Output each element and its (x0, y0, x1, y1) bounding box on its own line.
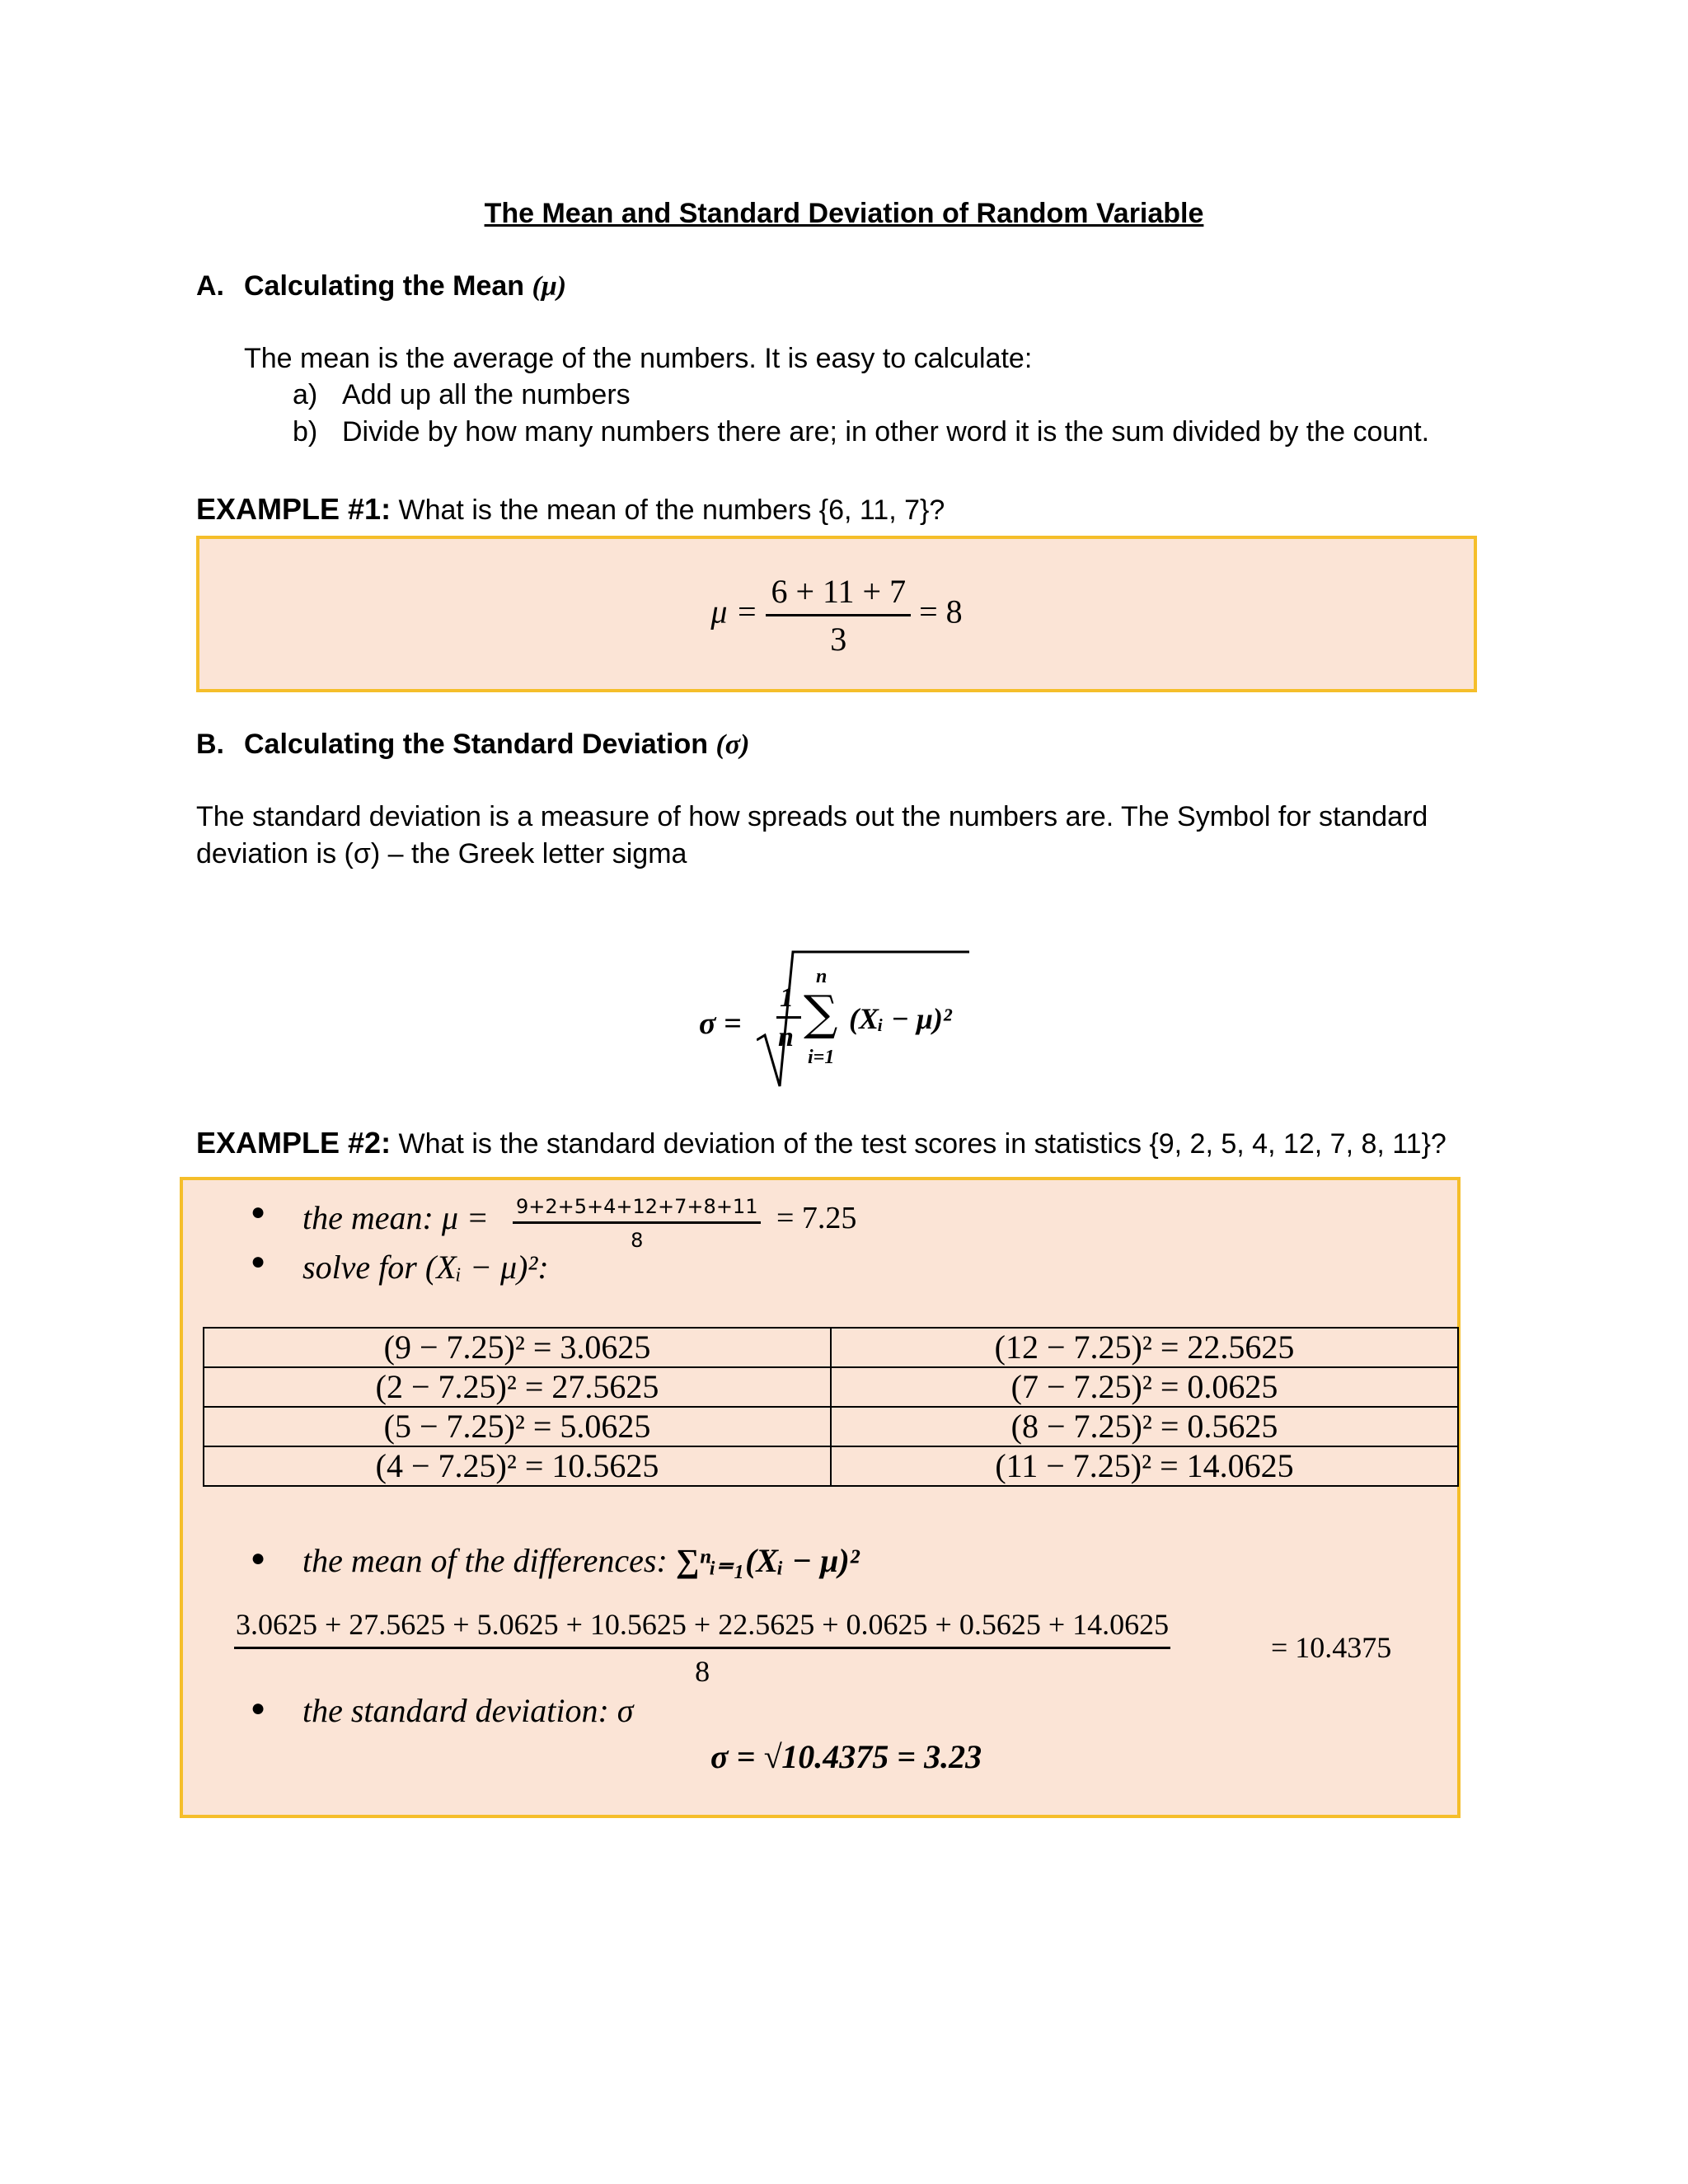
example1-heading (196, 492, 945, 527)
example1-label: EXAMPLE #1: (196, 492, 392, 526)
example1-box (196, 536, 1477, 692)
mean-numerator: 9+2+5+4+12+7+8+11 (513, 1195, 761, 1224)
section-b-heading (244, 729, 749, 761)
sd-formula-term: (Xᵢ − μ)² (849, 1002, 952, 1035)
table-cell: (9 − 7.25)² = 3.0625 (204, 1328, 831, 1367)
example2-question: What is the standard deviation of the test scores in statistics {9, 2, 5, 4, 12, 7, 8, 11}? (398, 1128, 1447, 1160)
mu-symbol: (μ) (532, 271, 567, 302)
table-cell: (2 − 7.25)² = 27.5625 (204, 1367, 831, 1407)
step-a-marker: a) (293, 379, 318, 410)
table-cell: (5 − 7.25)² = 5.0625 (204, 1407, 831, 1446)
sd-formula-one: 1 (780, 982, 794, 1013)
sigma-symbol: (σ) (715, 729, 750, 760)
section-a-heading (244, 270, 566, 302)
table-row (204, 1407, 1458, 1446)
table-row (204, 1367, 1458, 1407)
table-row (204, 1446, 1458, 1486)
example2-box (180, 1177, 1461, 1818)
bullet-dot-icon: ● (251, 1544, 266, 1572)
section-a-heading-text: Calculating the Mean (244, 270, 525, 302)
example1-formula (199, 572, 1474, 658)
sum-denominator: 8 (695, 1655, 710, 1688)
sum-upper-limit: n (816, 966, 828, 987)
sum-lower-limit: i=1 (808, 1047, 835, 1068)
bullet-dot-icon: ● (251, 1694, 266, 1722)
mean-denominator: 8 (631, 1229, 644, 1252)
sd-formula-n: n (778, 1022, 794, 1052)
differences-table (203, 1327, 1459, 1487)
sd-formula-lhs: σ = (699, 1006, 742, 1041)
sd-description-line2: deviation is (σ) – the Greek letter sigma (196, 838, 687, 869)
sd-description-line1: The standard deviation is a measure of how spreads out the numbers are. The Symbol for standard (196, 801, 1428, 832)
section-a-label: A. (196, 270, 224, 302)
differences-line (302, 1541, 860, 1580)
mean-fraction (513, 1195, 761, 1252)
mean-label: the mean: μ = (302, 1199, 489, 1236)
table-row (204, 1328, 1458, 1367)
example1-question: What is the mean of the numbers {6, 11, 7}? (398, 494, 945, 526)
bullet-dot-icon: ● (251, 1248, 266, 1275)
fraction-bar (776, 1016, 801, 1019)
bullet-dot-icon: ● (251, 1198, 266, 1226)
example1-fraction (766, 572, 911, 658)
example2-label: EXAMPLE #2: (196, 1126, 392, 1160)
step-b-marker: b) (293, 416, 318, 448)
solve-label: solve for (Xᵢ − μ)²: (302, 1249, 549, 1286)
sum-fraction (234, 1607, 1170, 1689)
page-title: The Mean and Standard Deviation of Random Variable (484, 198, 1204, 229)
example1-numerator: 6 + 11 + 7 (766, 572, 911, 616)
step-a-text: Add up all the numbers (342, 379, 631, 410)
differences-formula: ∑ⁿᵢ₌₁(Xᵢ − μ)² (675, 1542, 860, 1579)
example1-result: = 8 (919, 593, 963, 630)
sum-numerator: 3.0625 + 27.5625 + 5.0625 + 10.5625 + 22.5625 + 0.0625 + 0.5625 + 14.0625 (234, 1607, 1170, 1649)
table-cell: (11 − 7.25)² = 14.0625 (831, 1446, 1458, 1486)
section-b-heading-text: Calculating the Standard Deviation (244, 729, 708, 760)
summation-icon: ∑ (804, 985, 838, 1041)
table-cell: (4 − 7.25)² = 10.5625 (204, 1446, 831, 1486)
mean-result: = 7.25 (776, 1201, 857, 1235)
sum-result: = 10.4375 (1271, 1631, 1392, 1664)
table-cell: (8 − 7.25)² = 0.5625 (831, 1407, 1458, 1446)
step-b-text: Divide by how many numbers there are; in other word it is the sum divided by the count. (342, 416, 1430, 448)
differences-label: the mean of the differences: (302, 1542, 676, 1579)
example1-lhs: μ = (710, 593, 758, 630)
example1-denominator: 3 (830, 621, 847, 658)
section-b-label: B. (196, 729, 224, 760)
example2-heading (196, 1126, 1447, 1160)
table-cell: (12 − 7.25)² = 22.5625 (831, 1328, 1458, 1367)
sd-label: the standard deviation: σ (302, 1692, 634, 1729)
sd-result: σ = √10.4375 = 3.23 (710, 1738, 982, 1775)
table-cell: (7 − 7.25)² = 0.0625 (831, 1367, 1458, 1407)
mean-intro: The mean is the average of the numbers. It is easy to calculate: (244, 343, 1033, 374)
